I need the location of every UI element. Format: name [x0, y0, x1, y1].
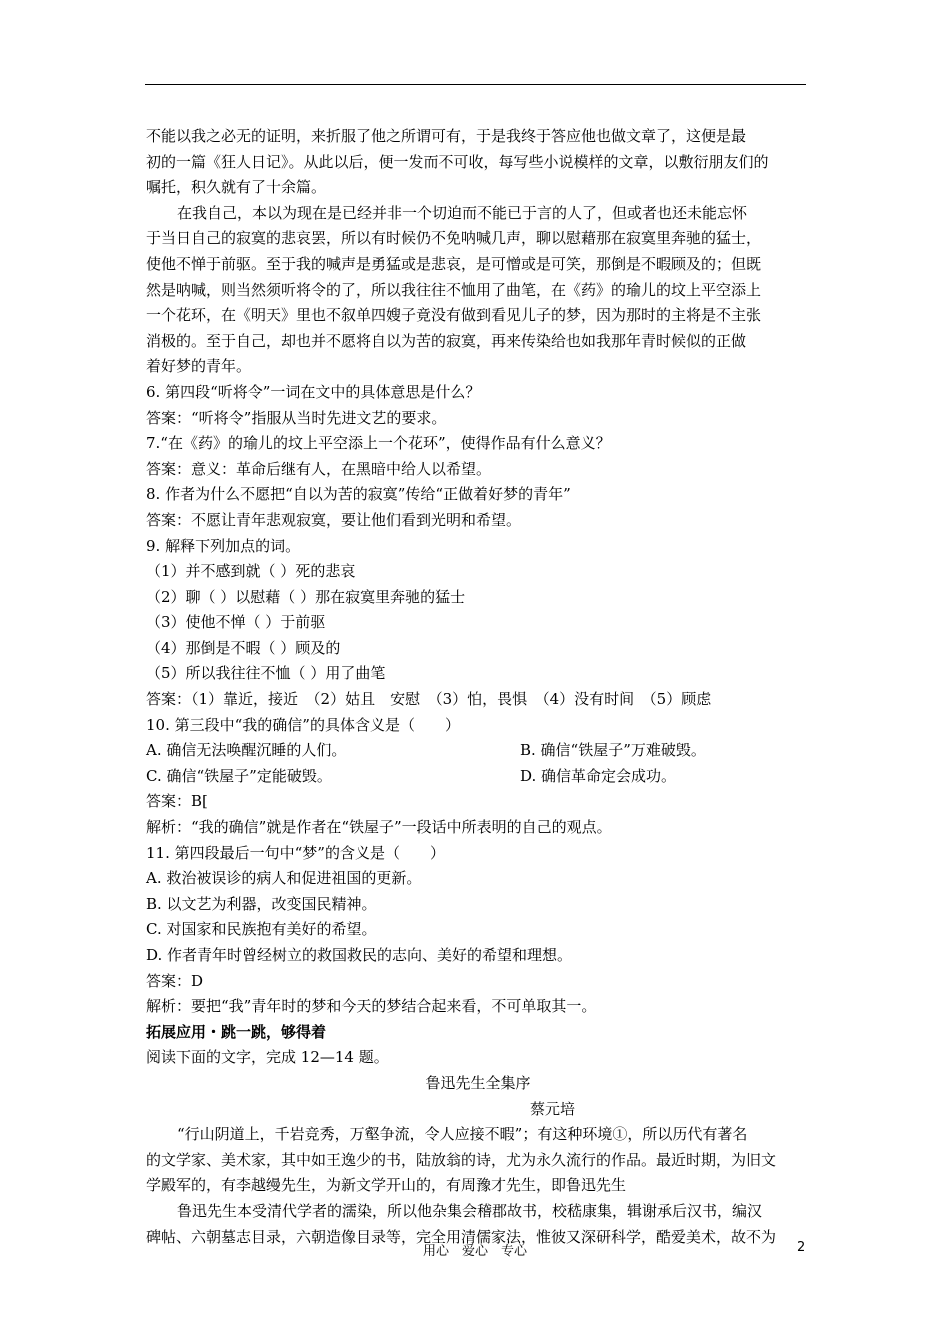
- text-line: 消极的。至于自己，却也并不愿将自以为苦的寂寞，再来传染给也如我那年青时候似的正做: [146, 331, 747, 350]
- question-9-item-4: （4）那倒是不暇（ ）顾及的: [146, 638, 341, 657]
- article-author: 蔡元培: [530, 1099, 576, 1118]
- question-11-option-b: B. 以文艺为利器，改变国民精神。: [146, 894, 377, 913]
- option-d: D. 确信革命定会成功。: [520, 766, 677, 785]
- text-line: 初的一篇《狂人日记》。从此以后，便一发而不可收，每写些小说模样的文章，以敷衍朋友们的: [146, 152, 769, 171]
- text-line: 使他不惮于前驱。至于我的喊声是勇猛或是悲哀，是可憎或是可笑，那倒是不暇顾及的；但既: [146, 254, 762, 273]
- text-line: 碑帖、六朝墓志目录，六朝造像目录等，完全用清儒家法，惟彼又深研科学，酷爱美术，故不为: [146, 1227, 777, 1246]
- question-11-option-c: C. 对国家和民族抱有美好的希望。: [146, 920, 377, 939]
- paragraph-continued: [146, 124, 810, 201]
- question-11-option-a: A. 救治被误诊的病人和促进祖国的更新。: [146, 869, 422, 888]
- reading-instruction: 阅读下面的文字，完成 12—14 题。: [146, 1048, 389, 1067]
- question-10-options-row-1: [146, 738, 810, 764]
- article-title: 鲁迅先生全集序: [425, 1073, 531, 1092]
- text-line: 不能以我之必无的证明，来折服了他之所谓可有，于是我终于答应他也做文章了，这便是最: [146, 127, 747, 145]
- footer-slogan: 用心 爱心 专心: [422, 1244, 527, 1259]
- text-line: 鲁迅先生本受清代学者的濡染，所以他杂集会稽郡故书，校嵇康集，辑谢承后汉书，编汉: [177, 1201, 763, 1220]
- question-6: 6. 第四段“听将令”一词在文中的具体意思是什么？: [146, 382, 481, 401]
- answer-7: 答案：意义：革命后继有人，在黑暗中给人以希望。: [146, 459, 492, 478]
- question-10-options-row-2: [146, 764, 810, 790]
- text-line: 的文学家、美术家，其中如王逸少的书，陆放翁的诗，尤为永久流行的作品。最近时期，为旧文: [146, 1150, 777, 1169]
- question-9-item-1: （1）并不感到就（ ）死的悲哀: [146, 562, 356, 581]
- option-c: C. 确信“铁屋子”定能破毁。: [146, 766, 332, 785]
- analysis-11: 解析：要把“我”青年时的梦和今天的梦结合起来看，不可单取其一。: [146, 997, 597, 1016]
- answer-6: 答案：“听将令”指服从当时先进文艺的要求。: [146, 408, 447, 427]
- question-7: 7.“在《药》的瑜儿的坟上平空添上一个花环”，使得作品有什么意义？: [146, 434, 611, 453]
- section-heading: 拓展应用・跳一跳，够得着: [146, 1022, 327, 1041]
- text-line: 在我自己，本以为现在是已经并非一个切迫而不能已于言的人了，但或者也还未能忘怀: [177, 203, 748, 222]
- document-body: [146, 124, 810, 1250]
- question-9: 9. 解释下列加点的词。: [146, 536, 301, 555]
- answer-9: 答案：（1）靠近，接近 （2）姑且 安慰 （3）怕，畏惧 （4）没有时间 （5）顾虑: [146, 690, 712, 709]
- question-9-item-2: （2）聊（ ）以慰藉（ ）那在寂寞里奔驰的猛士: [146, 587, 466, 606]
- question-8: 8. 作者为什么不愿把“自以为苦的寂寞”传给“正做着好梦的青年”: [146, 485, 571, 504]
- text-line: 嘱托，积久就有了十余篇。: [146, 178, 327, 197]
- header-rule: [145, 84, 806, 85]
- option-a: A. 确信无法唤醒沉睡的人们。: [146, 741, 347, 760]
- question-9-item-3: （3）使他不惮（ ）于前驱: [146, 613, 326, 632]
- question-11: 11. 第四段最后一句中“梦”的含义是（ ）: [146, 843, 445, 862]
- page-number: 2: [797, 1240, 806, 1255]
- text-line: 着好梦的青年。: [146, 357, 252, 376]
- question-9-item-5: （5）所以我往往不恤（ ）用了曲笔: [146, 664, 386, 683]
- text-line: 学殿军的，有李越缦先生，为新文学开山的，有周豫才先生，即鲁迅先生: [146, 1176, 627, 1195]
- answer-10: 答案：B[: [146, 792, 208, 811]
- text-line: 然是呐喊，则当然须听将令的了，所以我往往不恤用了曲笔，在《药》的瑜儿的坟上平空添上: [146, 280, 762, 299]
- text-line: 一个花环，在《明天》里也不叙单四嫂子竟没有做到看见儿子的梦，因为那时的主将是不主张: [146, 306, 762, 325]
- text-line: 于当日自己的寂寞的悲哀罢，所以有时候仍不免呐喊几声，聊以慰藉那在寂寞里奔驰的猛士，: [146, 229, 762, 248]
- answer-8: 答案：不愿让青年悲观寂寞，要让他们看到光明和希望。: [146, 510, 522, 529]
- paragraph-fourth: [146, 201, 810, 380]
- analysis-10: 解析：“我的确信”就是作者在“铁屋子”一段话中所表明的自己的观点。: [146, 818, 612, 837]
- answer-11: 答案：D: [146, 971, 204, 990]
- text-line: “行山阴道上，千岩竞秀，万壑争流，令人应接不暇”；有这种环境①，所以历代有著名: [177, 1125, 748, 1144]
- question-11-option-d: D. 作者青年时曾经树立的救国救民的志向、美好的希望和理想。: [146, 946, 573, 964]
- option-b: B. 确信“铁屋子”万难破毁。: [520, 741, 706, 760]
- article-paragraph-1: [146, 1122, 810, 1199]
- question-10: 10. 第三段中“我的确信”的具体含义是（ ）: [146, 715, 460, 734]
- questions-block: [146, 380, 810, 1020]
